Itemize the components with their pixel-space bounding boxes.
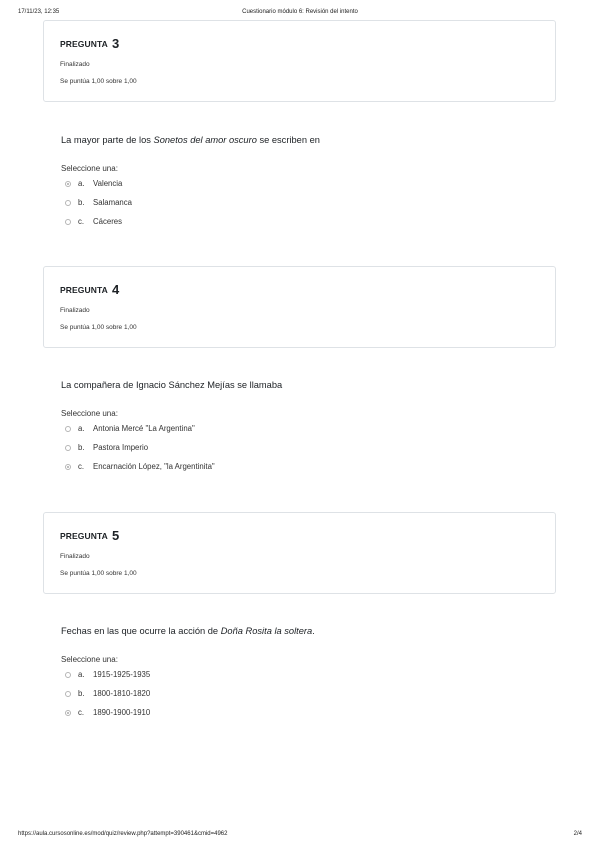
answer-option[interactable] bbox=[65, 217, 122, 226]
answer-option[interactable] bbox=[65, 198, 132, 207]
question-state: Finalizado bbox=[60, 307, 90, 314]
answer-prompt: Seleccione una: bbox=[61, 164, 118, 173]
question-state: Finalizado bbox=[60, 553, 90, 560]
answer-letter: b. bbox=[78, 198, 85, 207]
radio-icon[interactable] bbox=[65, 464, 71, 470]
page-number: 2/4 bbox=[573, 831, 582, 837]
question-grade: Se puntúa 1,00 sobre 1,00 bbox=[60, 570, 137, 577]
answer-text: Encarnación López, "la Argentinita" bbox=[93, 462, 215, 471]
radio-icon[interactable] bbox=[65, 445, 71, 451]
answer-option[interactable] bbox=[65, 670, 150, 679]
answer-prompt: Seleccione una: bbox=[61, 655, 118, 664]
answer-text: Salamanca bbox=[93, 198, 133, 207]
answer-letter: c. bbox=[78, 462, 85, 471]
answer-text: 1915-1925-1935 bbox=[93, 670, 151, 679]
answer-text: Pastora Imperio bbox=[93, 443, 149, 452]
question-text: Fechas en las que ocurre la acción de Doña Rosita la soltera. bbox=[61, 626, 315, 636]
question-content-3 bbox=[61, 135, 541, 235]
question-label: PREGUNTA bbox=[60, 285, 108, 295]
question-content-4 bbox=[61, 380, 541, 480]
answer-option[interactable] bbox=[65, 462, 215, 471]
radio-icon[interactable] bbox=[65, 181, 71, 187]
answer-option[interactable] bbox=[65, 424, 195, 433]
question-label: PREGUNTA bbox=[60, 531, 108, 541]
answer-text: Cáceres bbox=[93, 217, 123, 226]
radio-icon[interactable] bbox=[65, 691, 71, 697]
answer-text: Valencia bbox=[93, 179, 123, 188]
answer-letter: c. bbox=[78, 708, 85, 717]
question-number bbox=[60, 35, 119, 50]
radio-icon[interactable] bbox=[65, 219, 71, 225]
answer-option[interactable] bbox=[65, 708, 150, 717]
question-content-5 bbox=[61, 626, 541, 726]
answer-letter: c. bbox=[78, 217, 85, 226]
answer-option[interactable] bbox=[65, 443, 148, 452]
answer-text: 1890-1900-1910 bbox=[93, 708, 151, 717]
answer-prompt: Seleccione una: bbox=[61, 409, 118, 418]
question-text: La compañera de Ignacio Sánchez Mejías se llamaba bbox=[61, 380, 283, 390]
question-number-value: 5 bbox=[112, 528, 120, 543]
radio-icon[interactable] bbox=[65, 710, 71, 716]
print-url[interactable]: https://aula.cursosonline.es/mod/quiz/review.php?attempt=390461&cmid=4962 bbox=[18, 831, 228, 837]
answer-letter: b. bbox=[78, 689, 85, 698]
radio-icon[interactable] bbox=[65, 426, 71, 432]
question-number-value: 3 bbox=[112, 36, 120, 51]
question-info-5 bbox=[43, 512, 556, 594]
question-number bbox=[60, 281, 119, 296]
question-number bbox=[60, 527, 119, 542]
radio-icon[interactable] bbox=[65, 672, 71, 678]
question-number-value: 4 bbox=[112, 282, 120, 297]
question-state: Finalizado bbox=[60, 61, 90, 68]
radio-icon[interactable] bbox=[65, 200, 71, 206]
question-grade: Se puntúa 1,00 sobre 1,00 bbox=[60, 324, 137, 331]
answer-letter: a. bbox=[78, 424, 85, 433]
answer-option[interactable] bbox=[65, 689, 150, 698]
answer-text: 1800-1810-1820 bbox=[93, 689, 151, 698]
question-info-3 bbox=[43, 20, 556, 102]
question-info-4 bbox=[43, 266, 556, 348]
question-text: La mayor parte de los Sonetos del amor oscuro se escriben en bbox=[61, 135, 320, 145]
answer-letter: b. bbox=[78, 443, 85, 452]
print-date: 17/11/23, 12:35 bbox=[18, 9, 60, 15]
question-label: PREGUNTA bbox=[60, 39, 108, 49]
question-grade: Se puntúa 1,00 sobre 1,00 bbox=[60, 78, 137, 85]
answer-letter: a. bbox=[78, 670, 85, 679]
answer-letter: a. bbox=[78, 179, 85, 188]
print-title: Cuestionario módulo 6: Revisión del intento bbox=[242, 9, 358, 15]
answer-option[interactable] bbox=[65, 179, 122, 188]
answer-text: Antonia Mercé "La Argentina" bbox=[93, 424, 195, 433]
